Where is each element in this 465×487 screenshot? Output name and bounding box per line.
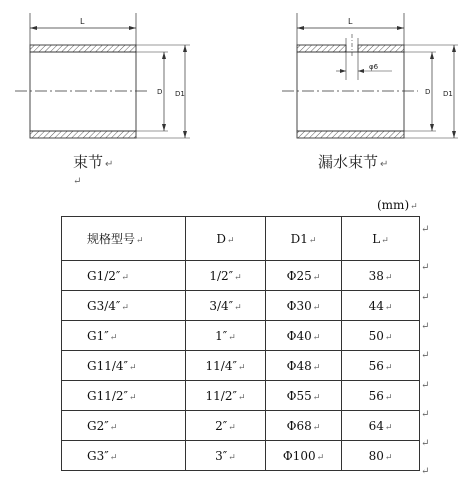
cell-d1 (266, 381, 342, 411)
cell-d1 (266, 291, 342, 321)
paragraph-mark-icon: ↵ (421, 350, 430, 361)
header-cell-d (186, 217, 266, 261)
paragraph-mark-icon: ↵ (384, 422, 393, 433)
cell-value: G11/4″ (87, 358, 129, 373)
cell-d (186, 291, 266, 321)
cell-value: 56 (368, 388, 384, 403)
paragraph-mark-icon: ↵ (109, 422, 118, 433)
paragraph-mark-icon: ↵ (234, 302, 242, 313)
cell-value: G1″ (87, 328, 109, 343)
header-cell-l (342, 217, 420, 261)
right-dim-D: D (425, 88, 431, 96)
paragraph-mark-icon: ↵ (381, 235, 389, 246)
paragraph-mark-icon: ↵ (384, 392, 393, 403)
header-label: D (216, 231, 227, 246)
cell-value: 11/2″ (205, 388, 237, 403)
cell-value: 38 (368, 268, 384, 283)
paragraph-mark-icon: ↵ (421, 380, 430, 391)
paragraph-mark-icon: ↵ (228, 332, 236, 343)
paragraph-mark-icon: ↵ (384, 332, 393, 343)
unit-label-text: (mm) (377, 198, 410, 212)
cell-value: 56 (368, 358, 384, 373)
cell-d (186, 321, 266, 351)
cell-d1 (266, 441, 342, 471)
cell-value: G3″ (87, 448, 109, 463)
right-dim-hole: φ6 (369, 63, 379, 71)
paragraph-mark-icon: ↵ (421, 438, 430, 449)
paragraph-mark-icon: ↵ (228, 422, 236, 433)
paragraph-mark-icon: ↵ (105, 159, 114, 170)
paragraph-mark-icon: ↵ (121, 272, 129, 283)
header-cell-d1 (266, 217, 342, 261)
left-dim-D: D (157, 88, 163, 96)
right-dim-L: L (348, 17, 353, 26)
cell-value: 3″ (215, 448, 228, 463)
table-row (62, 411, 420, 441)
cell-model (62, 351, 186, 381)
cell-d1 (266, 351, 342, 381)
paragraph-mark-icon: ↵ (227, 235, 235, 246)
table-header-row (62, 217, 420, 261)
paragraph-mark-icon: ↵ (384, 302, 393, 313)
cell-d (186, 351, 266, 381)
cell-value: Φ25 (286, 268, 312, 283)
spec-table (61, 216, 420, 471)
cell-value: 2″ (215, 418, 228, 433)
paragraph-mark-icon: ↵ (312, 272, 321, 283)
cell-d (186, 441, 266, 471)
paragraph-mark-icon: ↵ (410, 202, 418, 212)
paragraph-mark-icon: ↵ (316, 452, 325, 463)
paragraph-mark-icon: ↵ (380, 159, 389, 170)
cell-value: Φ48 (286, 358, 312, 373)
cell-l (342, 261, 420, 291)
cell-d (186, 381, 266, 411)
paragraph-mark-icon: ↵ (312, 302, 321, 313)
cell-value: 64 (368, 418, 384, 433)
left-caption (73, 151, 113, 172)
cell-l (342, 351, 420, 381)
paragraph-mark-icon: ↵ (312, 332, 321, 343)
cell-value: Φ100 (282, 448, 316, 463)
paragraph-mark-icon: ↵ (237, 392, 246, 403)
cell-value: G11/2″ (87, 388, 129, 403)
cell-value: G1/2″ (87, 268, 121, 283)
paragraph-mark-icon: ↵ (109, 332, 118, 343)
paragraph-mark-icon: ↵ (421, 292, 430, 303)
header-cell-model (62, 217, 186, 261)
cell-model (62, 381, 186, 411)
paragraph-mark-icon: ↵ (308, 235, 317, 246)
cell-l (342, 441, 420, 471)
right-dim-D1: D1 (443, 90, 453, 98)
header-label: 规格型号 (87, 232, 136, 246)
cell-value: G2″ (87, 418, 109, 433)
cell-value: 44 (368, 298, 384, 313)
table-row (62, 381, 420, 411)
paragraph-mark-icon: ↵ (384, 362, 393, 373)
cell-value: 80 (368, 448, 384, 463)
technical-drawings (0, 0, 465, 170)
right-caption-text: 漏水束节 (318, 153, 379, 171)
left-dim-D1: D1 (175, 90, 185, 98)
cell-value: 50 (368, 328, 384, 343)
paragraph-mark-icon: ↵ (421, 466, 430, 477)
cell-d (186, 411, 266, 441)
cell-d1 (266, 411, 342, 441)
header-label: D1 (290, 231, 308, 246)
paragraph-mark-icon: ↵ (421, 224, 430, 235)
cell-l (342, 321, 420, 351)
cell-value: Φ55 (286, 388, 312, 403)
paragraph-mark-icon: ↵ (129, 362, 137, 373)
cell-value: Φ68 (286, 418, 312, 433)
paragraph-mark-icon: ↵ (73, 176, 82, 187)
cell-d1 (266, 321, 342, 351)
paragraph-mark-icon: ↵ (237, 362, 246, 373)
unit-label (377, 198, 418, 212)
table-row (62, 321, 420, 351)
paragraph-mark-icon: ↵ (421, 321, 430, 332)
cell-value: Φ40 (286, 328, 312, 343)
cell-model (62, 261, 186, 291)
cell-value: Φ30 (286, 298, 312, 313)
table-row (62, 261, 420, 291)
cell-d (186, 261, 266, 291)
paragraph-mark-icon: ↵ (129, 392, 137, 403)
paragraph-mark-icon: ↵ (312, 362, 321, 373)
cell-value: 3/4″ (209, 298, 234, 313)
cell-l (342, 381, 420, 411)
paragraph-mark-icon: ↵ (384, 272, 393, 283)
cell-l (342, 291, 420, 321)
cell-d1 (266, 261, 342, 291)
cell-model (62, 441, 186, 471)
leak-coupling-drawing (282, 13, 458, 138)
cell-model (62, 291, 186, 321)
paragraph-mark-icon: ↵ (234, 272, 242, 283)
table-row (62, 351, 420, 381)
header-label: L (372, 231, 381, 246)
paragraph-mark-icon: ↵ (228, 452, 236, 463)
cell-model (62, 321, 186, 351)
cell-value: 1″ (215, 328, 228, 343)
paragraph-mark-icon: ↵ (312, 422, 321, 433)
table-row (62, 291, 420, 321)
paragraph-mark-icon: ↵ (421, 262, 430, 273)
coupling-drawing (15, 13, 190, 138)
table-row (62, 441, 420, 471)
paragraph-mark-icon: ↵ (421, 409, 430, 420)
left-dim-L: L (80, 17, 85, 26)
paragraph-mark-icon: ↵ (384, 452, 393, 463)
right-caption (318, 151, 388, 172)
cell-model (62, 411, 186, 441)
cell-value: 11/4″ (205, 358, 237, 373)
cell-value: 1/2″ (209, 268, 234, 283)
paragraph-mark-icon: ↵ (136, 236, 144, 246)
cell-value: G3/4″ (87, 298, 121, 313)
paragraph-mark-icon: ↵ (109, 452, 118, 463)
paragraph-mark-icon: ↵ (312, 392, 321, 403)
cell-l (342, 411, 420, 441)
paragraph-mark-icon: ↵ (121, 302, 129, 313)
left-caption-text: 束节 (73, 153, 104, 171)
